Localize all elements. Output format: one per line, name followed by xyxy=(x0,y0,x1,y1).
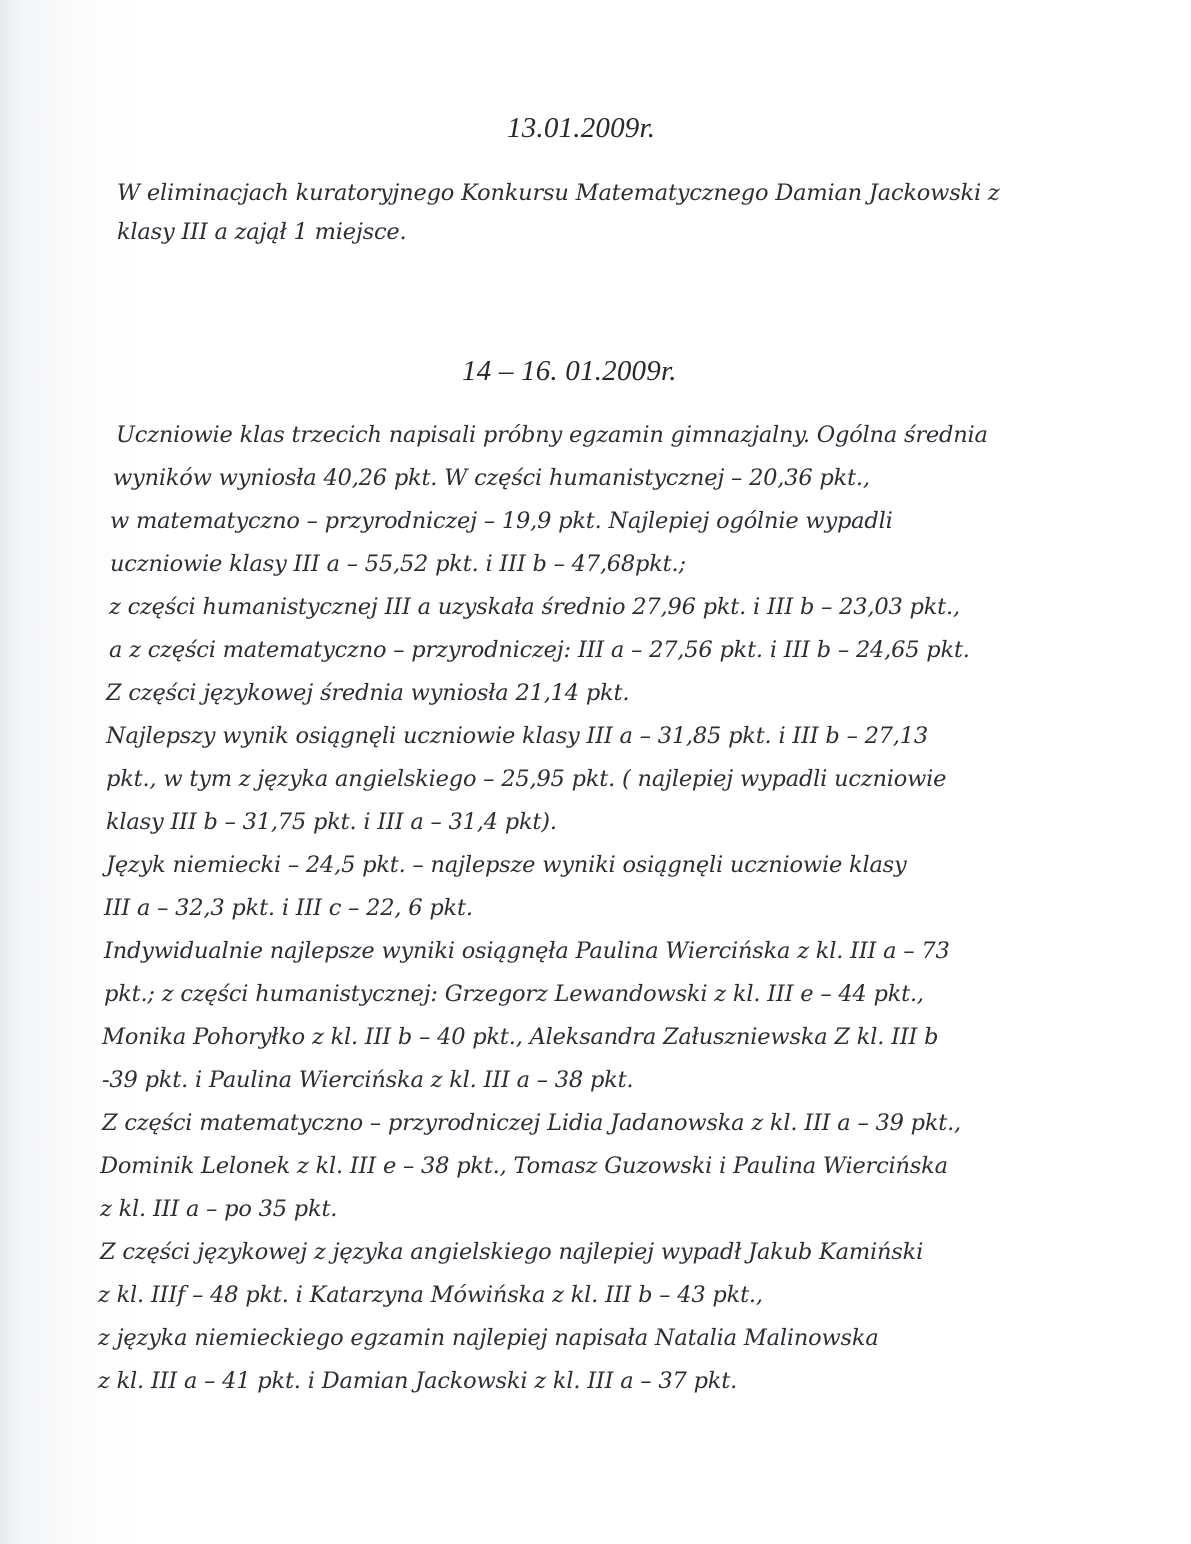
section-2-line: Z części matematyczno – przyrodniczej Lidia Jadanowska z kl. III a – 39 pkt., xyxy=(102,1110,962,1136)
section-2-line: z kl. IIIf – 48 pkt. i Katarzyna Mówińska z kl. III b – 43 pkt., xyxy=(98,1282,763,1308)
section-2-line: z kl. III a – po 35 pkt. xyxy=(100,1196,338,1222)
section-2-line: Indywidualnie najlepsze wyniki osiągnęła Paulina Wiercińska z kl. III a – 73 xyxy=(104,938,950,964)
section-1-date: 13.01.2009r. xyxy=(507,112,656,144)
section-2-line: uczniowie klasy III a – 55,52 pkt. i III b – 47,68pkt.; xyxy=(110,551,686,577)
section-2-line: Monika Pohoryłko z kl. III b – 40 pkt., Aleksandra Załuszniewska Z kl. III b xyxy=(102,1024,939,1050)
section-2-line: Dominik Lelonek z kl. III e – 38 pkt., Tomasz Guzowski i Paulina Wiercińska xyxy=(100,1153,948,1179)
section-2-date: 14 – 16. 01.2009r. xyxy=(462,355,677,387)
section-2-line: z języka niemieckiego egzamin najlepiej napisała Natalia Malinowska xyxy=(98,1325,879,1351)
section-2-line: a z części matematyczno – przyrodniczej: III a – 27,56 pkt. i III b – 24,65 pkt. xyxy=(109,637,970,663)
section-2-line: Z części językowej średnia wyniosła 21,14 pkt. xyxy=(106,680,630,706)
section-2-line: -39 pkt. i Paulina Wiercińska z kl. III a – 38 pkt. xyxy=(102,1067,634,1093)
section-2-line: klasy III b – 31,75 pkt. i III a – 31,4 pkt). xyxy=(106,809,557,835)
section-2-line: Język niemiecki – 24,5 pkt. – najlepsze wyniki osiągnęli uczniowie klasy xyxy=(106,852,907,878)
section-1-line: klasy III a zajął 1 miejsce. xyxy=(117,219,407,245)
section-2-line: pkt., w tym z języka angielskiego – 25,95 pkt. ( najlepiej wypadli uczniowie xyxy=(106,766,947,792)
section-2-line: Uczniowie klas trzecich napisali próbny egzamin gimnazjalny. Ogólna średnia xyxy=(116,422,988,448)
section-2-line: wyników wyniosła 40,26 pkt. W części humanistycznej – 20,36 pkt., xyxy=(113,465,870,491)
section-2-line: w matematyczno – przyrodniczej – 19,9 pkt. Najlepiej ogólnie wypadli xyxy=(110,508,893,534)
section-2-line: Najlepszy wynik osiągnęli uczniowie klasy III a – 31,85 pkt. i III b – 27,13 xyxy=(106,723,928,749)
section-2-line: pkt.; z części humanistycznej: Grzegorz Lewandowski z kl. III e – 44 pkt., xyxy=(104,981,924,1007)
section-1-line: W eliminacjach kuratoryjnego Konkursu Matematycznego Damian Jackowski z xyxy=(117,180,1000,206)
section-2-line: z części humanistycznej III a uzyskała średnio 27,96 pkt. i III b – 23,03 pkt., xyxy=(109,594,960,620)
section-2-line: III a – 32,3 pkt. i III c – 22, 6 pkt. xyxy=(104,895,473,921)
section-2-line: Z części językowej z języka angielskiego najlepiej wypadł Jakub Kamiński xyxy=(100,1239,924,1265)
section-2-line: z kl. III a – 41 pkt. i Damian Jackowski z kl. III a – 37 pkt. xyxy=(98,1368,738,1394)
